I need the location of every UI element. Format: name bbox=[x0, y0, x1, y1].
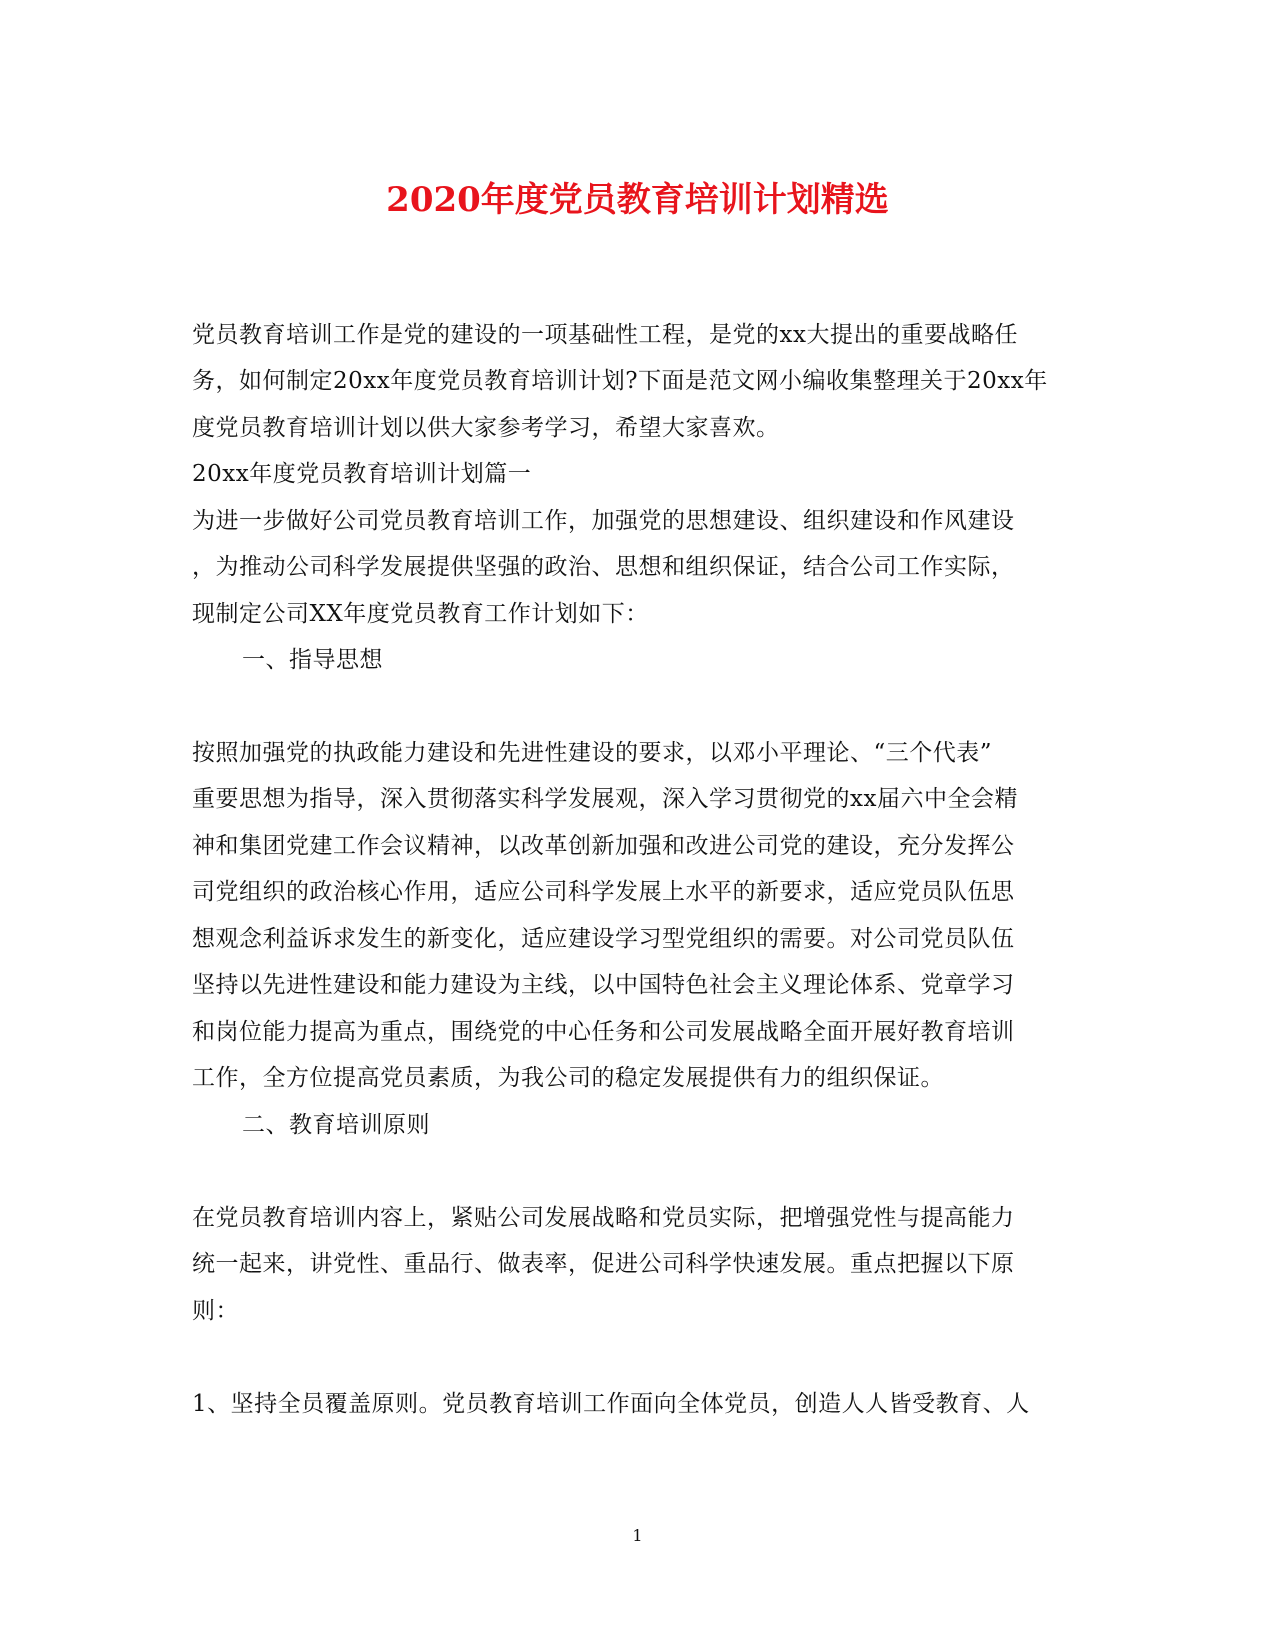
page-number: 1 bbox=[632, 1526, 643, 1545]
guiding-line-8: 工作，全方位提高党员素质，为我公司的稳定发展提供有力的组织保证。 bbox=[192, 1065, 944, 1091]
principle-line-2: 统一起来，讲党性、重品行、做表率，促进公司科学快速发展。重点把握以下原 bbox=[192, 1251, 1015, 1277]
preface-line-2: ，为推动公司科学发展提供坚强的政治、思想和组织保证，结合公司工作实际， bbox=[192, 554, 1015, 580]
intro-line-2: 务，如何制定20xx年度党员教育培训计划?下面是范文网小编收集整理关于20xx年 bbox=[192, 368, 1048, 394]
section-title: 20xx年度党员教育培训计划篇一 bbox=[192, 461, 532, 487]
principle-line-3: 则： bbox=[192, 1298, 239, 1324]
preface-line-1: 为进一步做好公司党员教育培训工作，加强党的思想建设、组织建设和作风建设 bbox=[192, 508, 1015, 534]
guiding-line-1: 按照加强党的执政能力建设和先进性建设的要求，以邓小平理论、“三个代表” bbox=[192, 740, 993, 766]
guiding-line-4: 司党组织的政治核心作用，适应公司科学发展上水平的新要求，适应党员队伍思 bbox=[192, 879, 1015, 905]
document-title: 2020年度党员教育培训计划精选 bbox=[386, 180, 889, 220]
guiding-line-2: 重要思想为指导，深入贯彻落实科学发展观，深入学习贯彻党的xx届六中全会精 bbox=[192, 786, 1018, 812]
preface-line-3: 现制定公司XX年度党员教育工作计划如下： bbox=[192, 601, 649, 627]
guiding-line-3: 神和集团党建工作会议精神，以改革创新加强和改进公司党的建设，充分发挥公 bbox=[192, 833, 1015, 859]
heading-guiding-thought: 一、指导思想 bbox=[242, 647, 383, 673]
intro-line-3: 度党员教育培训计划以供大家参考学习，希望大家喜欢。 bbox=[192, 415, 780, 441]
guiding-line-6: 坚持以先进性建设和能力建设为主线，以中国特色社会主义理论体系、党章学习 bbox=[192, 972, 1015, 998]
intro-line-1: 党员教育培训工作是党的建设的一项基础性工程，是党的xx大提出的重要战略任 bbox=[192, 322, 1018, 348]
guiding-line-5: 想观念利益诉求发生的新变化，适应建设学习型党组织的需要。对公司党员队伍 bbox=[192, 926, 1015, 952]
item-1-line: 1、坚持全员覆盖原则。党员教育培训工作面向全体党员，创造人人皆受教育、人 bbox=[192, 1391, 1030, 1417]
heading-training-principles: 二、教育培训原则 bbox=[242, 1112, 430, 1138]
guiding-line-7: 和岗位能力提高为重点，围绕党的中心任务和公司发展战略全面开展好教育培训 bbox=[192, 1019, 1015, 1045]
principle-line-1: 在党员教育培训内容上，紧贴公司发展战略和党员实际，把增强党性与提高能力 bbox=[192, 1205, 1015, 1231]
